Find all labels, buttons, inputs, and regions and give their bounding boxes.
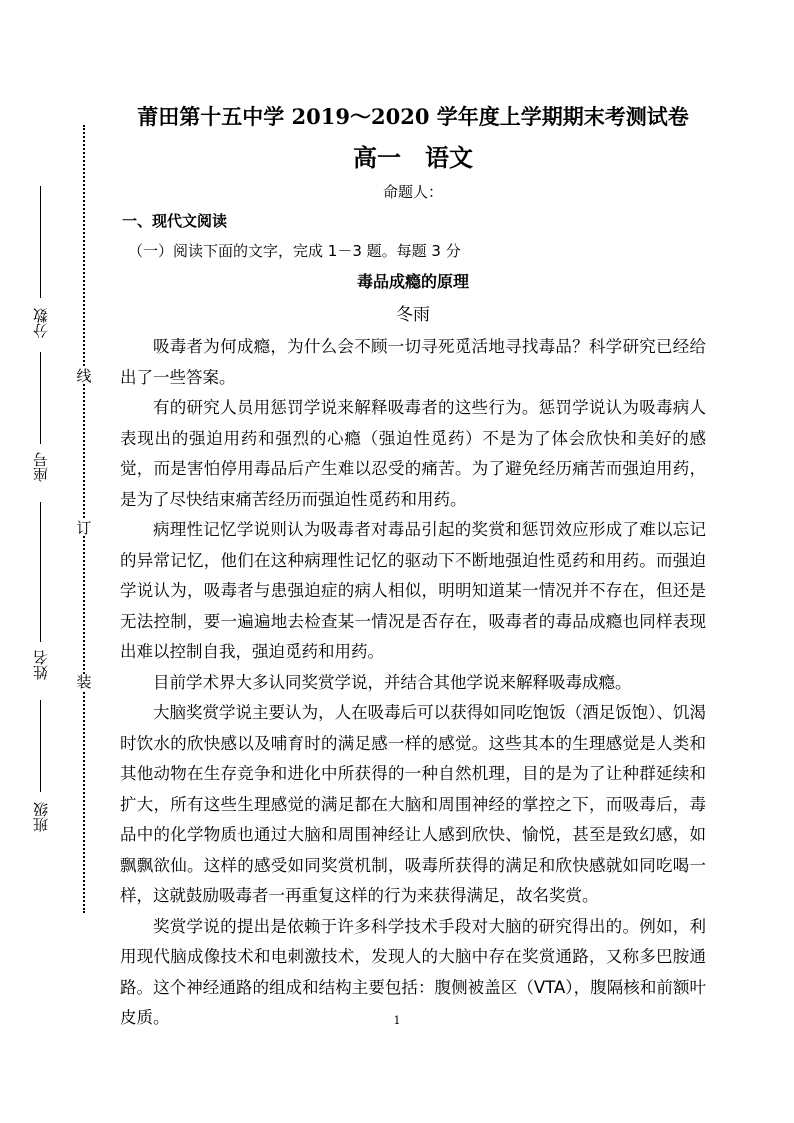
paragraph-2: 有的研究人员用惩罚学说来解释吸毒者的这些行为。惩罚学说认为吸毒病人表现出的强迫用药和强烈的心瘾（强迫性觅药）不是为了体会欣快和美好的感觉，而是害怕停用毒品后产生难以忍受的痛苦。为了避免经历痛苦而强迫用药，是为了尽快结束痛苦经历而强迫性觅药和用药。	[120, 398, 706, 509]
paragraph-4: 目前学术界大多认同奖赏学说，并结合其他学说来解释吸毒成瘾。	[153, 672, 632, 692]
paragraph-5: 大脑奖赏学说主要认为，人在吸毒后可以获得如同吃饱饭（酒足饭饱）、饥渴时饮水的欣快感以及哺育时的满足感一样的感觉。这些其本的生理感觉是人类和其他动物在生存竞争和进化中所获得的一种自然机理，目的是为了让种群延续和扩大，所有这些生理感觉的满足都在大脑和周围神经的掌控之下，而吸毒后，毒品中的化学物质也通过大脑和周围神经让人感到欣快、愉悦，甚至是致幻感，如飘飘欲仙。这样的感受如同奖赏机制，吸毒所获得的满足和欣快感就如同吃喝一样，这就鼓励吸毒者一再重复这样的行为来获得满足，故名奖赏。	[120, 703, 706, 905]
exam-title: 莆田第十五中学 2019～2020 学年度上学期期末考测试卷	[137, 104, 689, 129]
seal-char-line: 线	[76, 367, 92, 385]
paragraph-6: 奖赏学说的提出是依赖于许多科学技术手段对大脑的研究得出的。例如，利用现代脑成像技术和电刺激技术，发现人的大脑中存在奖赏通路，又称多巴胺通路。这个神经通路的组成和结构主要包括：腹侧被盖区（VTA），腹隔核和前额叶皮质。	[120, 916, 706, 1027]
score-field-line[interactable]	[40, 186, 41, 298]
name-field-line[interactable]	[40, 502, 41, 642]
class-field-label: 班级	[32, 802, 50, 832]
class-field-line[interactable]	[40, 700, 41, 792]
exam-content	[120, 96, 706, 1034]
seat-field-line[interactable]	[40, 352, 41, 444]
seal-char-bind: 订	[76, 519, 92, 537]
author-label: 命题人：	[382, 183, 443, 201]
grade-label: 高一	[353, 144, 401, 172]
section-heading: 一、现代文阅读	[122, 212, 228, 230]
section-instruction: （一）阅读下面的文字，完成 1－3 题。每题 3 分	[128, 242, 461, 260]
subject-label: 语文	[425, 144, 473, 172]
subject-heading	[120, 138, 706, 178]
article-title: 毒品成瘾的原理	[356, 272, 469, 291]
article-author: 冬雨	[396, 305, 430, 325]
name-field-label: 姓名	[32, 650, 50, 680]
paragraph-3: 病理性记忆学说则认为吸毒者对毒品引起的奖赏和惩罚效应形成了难以忘记的异常记忆，他们在这种病理性记忆的驱动下不断地强迫性觅药和用药。而强迫学说认为，吸毒者与患强迫症的病人相似，明明知道某一情况并不存在，但还是无法控制，要一遍遍地去检查某一情况是否存在，吸毒者的毒品成瘾也同样表现出难以控制自我，强迫觅药和用药。	[120, 520, 706, 661]
paragraph-1: 吸毒者为何成瘾，为什么会不顾一切寻死觅活地寻找毒品？科学研究已经给出了一些答案。	[120, 337, 706, 387]
page-number: 1	[393, 1014, 401, 1027]
score-field-label: 分数	[32, 308, 50, 338]
seat-field-label: 座号	[32, 452, 50, 482]
seal-char-pack: 装	[76, 673, 92, 691]
